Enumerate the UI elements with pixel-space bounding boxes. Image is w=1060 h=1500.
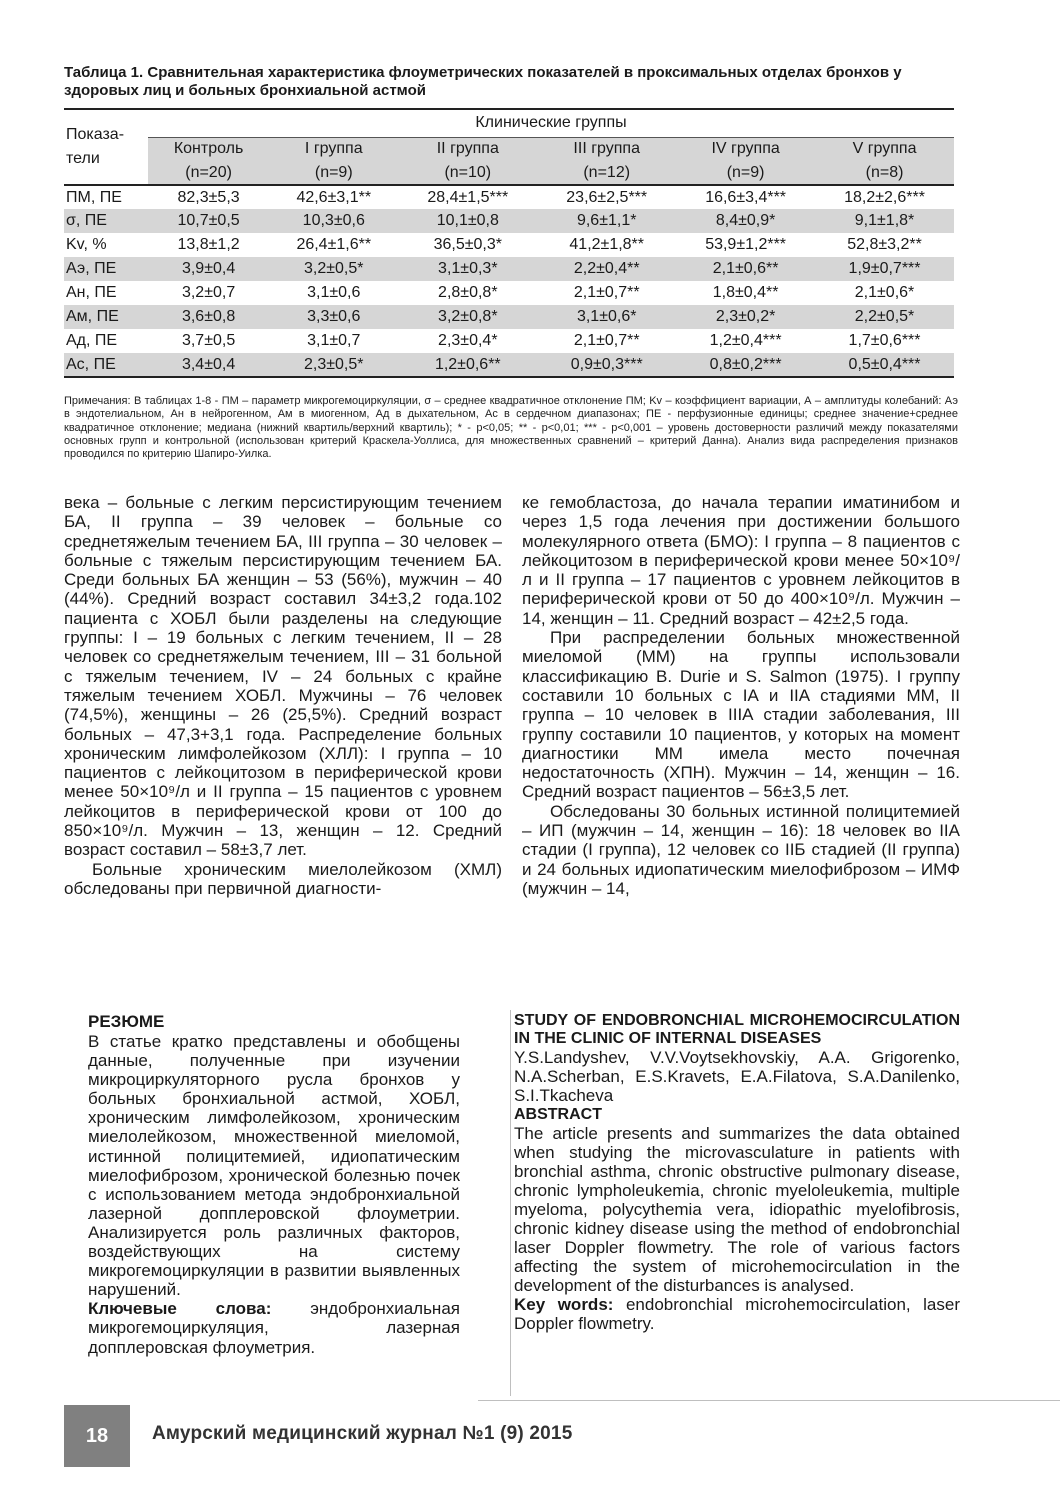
flowmetry-table bbox=[64, 108, 954, 378]
table-cell: 16,6±3,4*** bbox=[705, 188, 787, 206]
table-caption: Таблица 1. Сравнительная характеристика флоуметрических показателей в проксимальных отделах бронхов у здоровых лиц и больных бронхиальной астмой bbox=[64, 64, 902, 99]
table-row bbox=[64, 257, 954, 281]
paragraph: ке гемобластоза, до начала терапии иматинибом и через 1,5 года лечения при достижении большого молекулярного ответа (БМО): I группа – 8 пациентов с лейкоцитозом в периферической крови менее 50×10⁹/л и II группа – 17 пациентов с уровнем лейкоцитов в периферической крови от 50 до 400×10⁹/л. Мужчин – 14, женщин – 11. Средний возраст – 42±2,5 года. bbox=[522, 493, 960, 628]
table-cell: 2,3±0,2* bbox=[715, 308, 776, 325]
table-cell: 10,1±0,8 bbox=[436, 212, 499, 229]
table-cell: 2,2±0,5* bbox=[854, 308, 915, 325]
table-row bbox=[64, 329, 954, 353]
table-cell: 28,4±1,5*** bbox=[427, 188, 509, 206]
table-cell: 3,9±0,4 bbox=[181, 260, 236, 277]
table-cell: 3,7±0,5 bbox=[181, 332, 236, 349]
column-names-row bbox=[64, 137, 954, 161]
abstract-keywords-label: Key words: bbox=[514, 1295, 614, 1314]
row-label: Ас, ПЕ bbox=[66, 355, 116, 373]
column-header: I группа bbox=[304, 140, 363, 158]
row-label: σ, ПЕ bbox=[66, 212, 107, 229]
table-cell: 3,1±0,7 bbox=[307, 332, 361, 349]
table-cell: 9,6±1,1* bbox=[576, 212, 637, 229]
resume-block bbox=[88, 1012, 460, 1357]
table-cell: 1,2±0,6** bbox=[434, 355, 501, 373]
resume-title: РЕЗЮМЕ bbox=[88, 1012, 165, 1031]
column-divider bbox=[510, 1010, 511, 1396]
table-cell: 3,6±0,8 bbox=[181, 308, 236, 325]
paragraph: Обследованы 30 больных истинной полицитемией – ИП (мужчин – 14, женщин – 16): 18 человек во IIA стадии (I группа), 12 человек со IIБ стадией (II группа) и 24 больных идиопатическим миелофиброзом – ИМФ (мужчин – 14, bbox=[522, 801, 960, 898]
column-n: (n=9) bbox=[314, 163, 353, 181]
table-cell: 3,1±0,3* bbox=[438, 260, 498, 277]
table-row bbox=[64, 353, 954, 377]
body-column-left bbox=[64, 493, 502, 898]
table-cell: 3,1±0,6* bbox=[576, 308, 637, 325]
column-n-row bbox=[64, 161, 954, 185]
table-cell: 42,6±3,1** bbox=[296, 188, 372, 206]
table-cell: 0,9±0,3*** bbox=[570, 355, 643, 373]
table-cell: 3,3±0,6 bbox=[307, 308, 361, 325]
table-cell: 8,4±0,9* bbox=[715, 212, 776, 229]
table-cell: 2,1±0,7** bbox=[573, 284, 640, 301]
paragraph: века – больные с легким персистирующим течением БА, II группа – 39 человек – больные со среднетяжелым течением БА, III группа – 30 человек – больные с тяжелым персистирующим течением БА. Среди больных БА женщин – 53 (56%), мужчин – 40 (44%). Средний возраст составил 34±3,2 года.102 пациента с ХОБЛ были разделены на следующие группы: I – 19 больных с легким течением, II – 28 человек со среднетяжелым течением, III – 31 больной с тяжелым течением, IV – 24 больных с крайне тяжелым течением ХОБЛ. Мужчины – 76 человек (74,5%), женщины – 26 (25,5%). Средний возраст больных – 47,3+3,1 года. Распределение больных хроническим лимфолейкозом (ХЛЛ): I группа – 10 пациентов с лейкоцитозом в периферической крови менее 50×10⁹/л и II группа – 15 пациентов с уровнем лейкоцитов в периферической крови от 100 до 850×10⁹/л. Мужчин – 13, женщин – 12. Средний возраст составил – 58±3,7 лет. bbox=[64, 493, 502, 860]
table-cell: 1,8±0,4** bbox=[712, 284, 779, 301]
table-cell: 1,2±0,4*** bbox=[709, 332, 782, 349]
table-cell: 2,1±0,6* bbox=[854, 284, 915, 301]
table-cell: 13,8±1,2 bbox=[177, 236, 240, 253]
column-header: III группа bbox=[573, 140, 640, 158]
table-cell: 1,9±0,7*** bbox=[848, 260, 921, 277]
table-cell: 2,8±0,8* bbox=[438, 284, 498, 301]
table-row bbox=[64, 281, 954, 305]
column-header: Контроль bbox=[173, 140, 244, 158]
table-cell: 53,9±1,2*** bbox=[705, 236, 787, 253]
table-cell: 2,1±0,6** bbox=[712, 260, 779, 277]
body-column-right bbox=[522, 493, 960, 898]
column-n: (n=10) bbox=[444, 163, 492, 181]
table-cell: 3,4±0,4 bbox=[181, 355, 236, 373]
table-cell: 10,7±0,5 bbox=[177, 212, 240, 229]
table-cell: 2,1±0,7** bbox=[573, 332, 640, 349]
abstract-heading: ABSTRACT bbox=[514, 1106, 602, 1123]
journal-title: Амурский медицинский журнал №1 (9) 2015 bbox=[152, 1423, 573, 1444]
table-cell: 0,5±0,4*** bbox=[848, 355, 921, 373]
paragraph: Больные хроническим миелолейкозом (ХМЛ) обследованы при первичной диагности- bbox=[64, 859, 502, 898]
table-cell: 26,4±1,6** bbox=[296, 236, 372, 253]
row-label: Ан, ПЕ bbox=[66, 284, 117, 301]
table-cell: 23,6±2,5*** bbox=[566, 188, 648, 206]
column-n: (n=8) bbox=[865, 163, 904, 181]
column-n: (n=20) bbox=[185, 163, 232, 181]
table-cell: 9,1±1,8* bbox=[854, 212, 915, 229]
table-cell: 82,3±5,3 bbox=[177, 188, 240, 206]
table-cell: 2,2±0,4** bbox=[573, 260, 640, 277]
group-header: Клинические группы bbox=[148, 109, 954, 137]
column-n: (n=9) bbox=[726, 163, 765, 181]
table-row bbox=[64, 185, 954, 209]
abstract-keywords: endobronchial microhemocirculation, laser Doppler flowmetry. bbox=[514, 1295, 960, 1333]
footer-rule bbox=[478, 1400, 1060, 1401]
resume-text: В статье кратко представлены и обобщены данные, полученные при изучении микроциркуляторного русла бронхов у больных бронхиальной астмой, ХОБЛ, хроническим лимфолейкозом, хроническим миелолейкозом, множественной миеломой, истинной полицитемией, идиопатическим миелофиброзом, хронической болезнью почек с использованием метода эндобронхиальной лазерной допплеровской флоуметрии. Анализируется роль различных факторов, воздействующих на систему микрогемоциркуляции в развитии выявленных нарушений. bbox=[88, 1032, 460, 1300]
column-n: (n=12) bbox=[583, 163, 631, 181]
table-cell: 10,3±0,6 bbox=[302, 212, 365, 229]
corner-label: Показа- тели bbox=[66, 126, 125, 167]
row-label: ПМ, ПЕ bbox=[66, 188, 122, 206]
table-cell: 18,2±2,6*** bbox=[844, 188, 925, 206]
column-header: II группа bbox=[436, 140, 499, 158]
table-cell: 36,5±0,3* bbox=[433, 236, 502, 253]
abstract-authors: Y.S.Landyshev, V.V.Voytsekhovskiy, A.A. Grigorenko, N.A.Scherban, E.S.Kravets, E.A.Filatova, S.A.Danilenko, S.I.Tkacheva bbox=[514, 1048, 960, 1105]
abstract-article-title: STUDY OF ENDOBRONCHIAL MICROHEMOCIRCULATION IN THE CLINIC OF INTERNAL DISEASES bbox=[514, 1012, 960, 1047]
table-cell: 52,8±3,2** bbox=[847, 236, 922, 253]
table-cell: 1,7±0,6*** bbox=[848, 332, 921, 349]
column-header: V группа bbox=[852, 140, 917, 158]
table-cell: 2,3±0,5* bbox=[304, 355, 364, 373]
table-cell: 0,8±0,2*** bbox=[709, 355, 782, 373]
abstract-block bbox=[514, 1012, 960, 1333]
abstract-text: The article presents and summarizes the data obtained when studying the microvasculature in patients with bronchial asthma, chronic obstructive pulmonary disease, chronic lympholeukemia, chronic myeloleukemia, multiple myeloma, polycythemia vera, idiopathic myelofibrosis, chronic kidney disease using the method of endobronchial laser Doppler flowmetry. The role of various factors affecting the system of microhemocirculation in the development of the disturbances is analysed. bbox=[514, 1124, 960, 1295]
row-label: Kv, % bbox=[66, 236, 107, 253]
table-cell: 3,2±0,7 bbox=[181, 284, 236, 301]
resume-keywords-label: Ключевые слова: bbox=[88, 1299, 272, 1319]
table-notes: Примечания: В таблицах 1-8 - ПМ – параметр микрогемоциркуляции, σ – среднее квадратичное отклонение ПМ; Kv – коэффициент вариации, А – амплитуды колебаний: Аэ в эндотелиальном, Ан в нейрогенном, Ам в миогенном, Ад в дыхательном, Ас в сердечном диапазонах; ПЕ - перфузионные единицы; среднее значение+среднее квадратичное отклонение; медиана (нижний квартиль/верхний квартиль); * - р<0,05; ** - р<0,01; *** - р<0,001 – уровень достоверности различий между показателями основных групп и контрольной (использован критерий Краскела-Уоллиса, для множественных сравнений – критерий Данна). Анализ вида распределения признаков проводился по критерию Шапиро-Уилка. bbox=[64, 395, 958, 461]
table-row bbox=[64, 305, 954, 329]
table-row bbox=[64, 233, 954, 257]
row-label: Аэ, ПЕ bbox=[66, 260, 117, 277]
row-label: Ад, ПЕ bbox=[66, 332, 118, 349]
column-header: IV группа bbox=[711, 140, 780, 158]
page-number: 18 bbox=[64, 1405, 130, 1467]
table-row bbox=[64, 209, 954, 233]
table-cell: 2,3±0,4* bbox=[438, 332, 498, 349]
row-label: Ам, ПЕ bbox=[66, 308, 119, 325]
table-cell: 41,2±1,8** bbox=[569, 236, 645, 253]
paragraph: При распределении больных множественной миеломой (ММ) на группы использовали классификацию B. Durie и S. Salmon (1975). I группу составили 10 больных с IA и IIA стадиями ММ, II группа – 10 человек в IIIA стадии заболевания, III группу составили 10 пациентов, у которых на момент диагностики ММ имела место почечная недостаточность (ХПН). Мужчин – 14, женщин – 16. Средний возраст пациентов – 56±3,5 лет. bbox=[522, 628, 960, 802]
resume-keywords: эндобронхиальная микрогемоциркуляция, лазерная допплеровская флоуметрия. bbox=[88, 1299, 460, 1357]
table-cell: 3,1±0,6 bbox=[307, 284, 361, 301]
table-cell: 3,2±0,5* bbox=[304, 260, 364, 277]
table-cell: 3,2±0,8* bbox=[438, 308, 498, 325]
